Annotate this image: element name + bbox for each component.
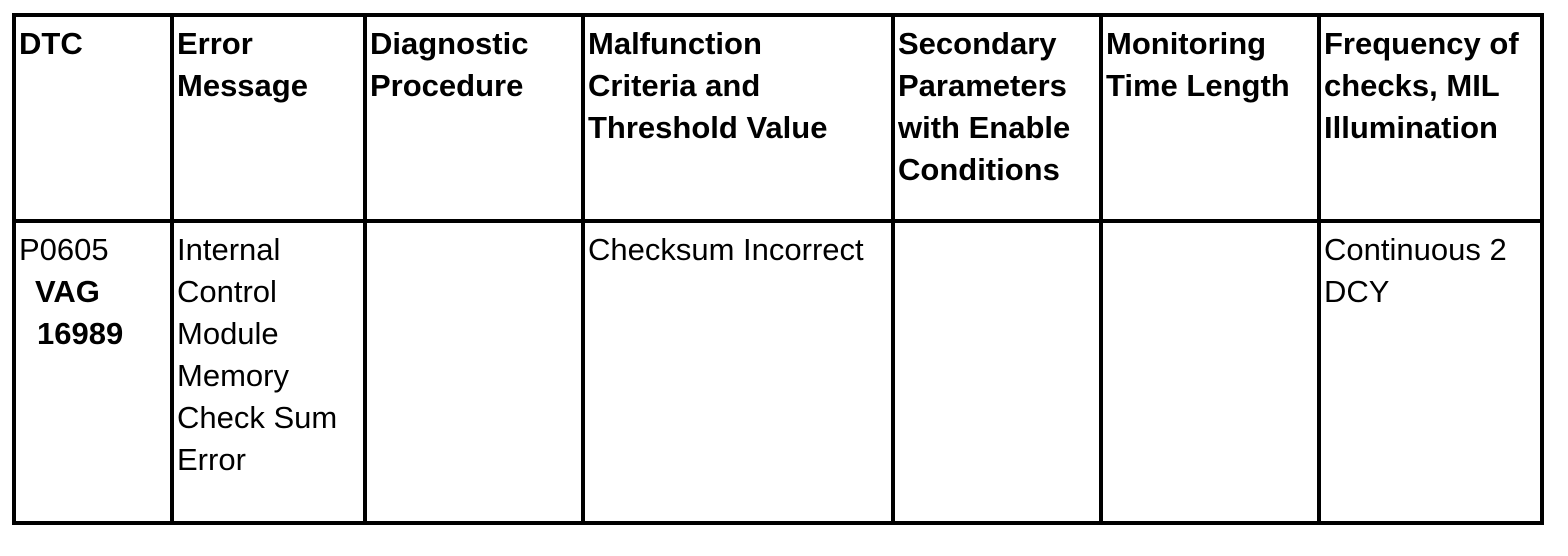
dtc-code: P0605 — [19, 232, 109, 267]
header-error-message: Error Message — [172, 15, 365, 221]
header-diagnostic-procedure: Diagnostic Procedure — [365, 15, 583, 221]
header-dtc: DTC — [14, 15, 172, 221]
cell-error-message: Internal Control Module Memory Check Sum Error — [172, 221, 365, 523]
cell-malfunction-criteria: Checksum Incorrect — [583, 221, 893, 523]
cell-diagnostic-procedure — [365, 221, 583, 523]
cell-dtc — [14, 221, 172, 523]
header-malfunction-criteria: Malfunction Criteria and Threshold Value — [583, 15, 893, 221]
dtc-table — [12, 13, 1544, 525]
header-frequency: Frequency of checks, MIL Illumination — [1319, 15, 1542, 221]
cell-frequency: Continuous 2 DCY — [1319, 221, 1542, 523]
header-secondary-parameters: Secondary Parameters with Enable Conditions — [893, 15, 1101, 221]
cell-secondary-parameters — [893, 221, 1101, 523]
header-monitoring-time: Monitoring Time Length — [1101, 15, 1319, 221]
cell-monitoring-time — [1101, 221, 1319, 523]
table-row — [14, 221, 1542, 523]
vag-label: VAG — [35, 274, 100, 309]
vag-code: 16989 — [37, 316, 124, 351]
header-row — [14, 15, 1542, 221]
